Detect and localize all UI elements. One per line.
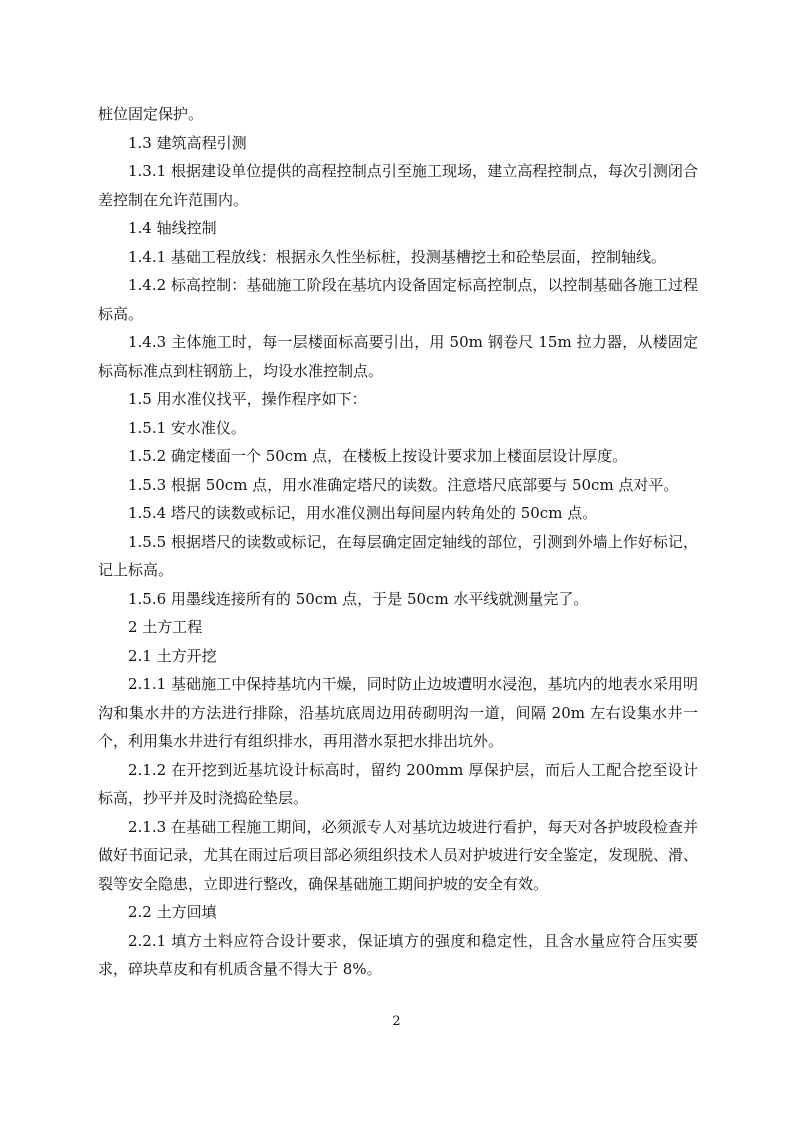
paragraph-1-5-4: 1.5.4 塔尺的读数或标记，用水准仪测出每间屋内转角处的 50cm 点。 — [128, 504, 598, 522]
paragraph-2-1-3: 2.1.3 在基础工程施工期间，必须派专人对基坑边坡进行看护，每天对各护坡段检查并做好书面记录，尤其在雨过后项目部必须组织技术人员对护坡进行安全鉴定，发现脱、滑、裂等安全隐患，立即进行整改，确保基础施工期间护坡的安全有效。 — [98, 817, 699, 893]
paragraph-2-2-1: 2.2.1 填方土料应符合设计要求，保证填方的强度和稳定性，且含水量应符合压实要求，碎块草皮和有机质含量不得大于 8%。 — [98, 931, 698, 978]
paragraph-1-4-2: 1.4.2 标高控制：基础施工阶段在基坑内设备固定标高控制点，以控制基础各施工过程标高。 — [98, 276, 698, 323]
paragraph-1-5-2: 1.5.2 确定楼面一个 50cm 点，在楼板上按设计要求加上楼面层设计厚度。 — [128, 447, 628, 465]
paragraph-1-5-1: 1.5.1 安水准仪。 — [128, 418, 246, 437]
heading-1-3: 1.3 建筑高程引测 — [128, 133, 247, 152]
heading-1-5: 1.5 用水准仪找平，操作程序如下： — [128, 390, 367, 408]
paragraph-1-5-6: 1.5.6 用墨线连接所有的 50cm 点，于是 50cm 水平线就测量完了。 — [128, 589, 589, 608]
paragraph-1-5-3: 1.5.3 根据 50cm 点，用水准确定塔尺的读数。注意塔尺底部要与 50cm 点对平。 — [128, 475, 679, 494]
paragraph-1-4-3: 1.4.3 主体施工时，每一层楼面标高要引出，用 50m 钢卷尺 15m 拉力器，从楼固定标高标准点到柱钢筋上，均设水准控制点。 — [98, 333, 698, 380]
heading-2-2: 2.2 土方回填 — [128, 903, 217, 921]
paragraph-continuation: 桩位固定保护。 — [98, 105, 204, 123]
paragraph-2-1-2: 2.1.2 在开挖到近基坑设计标高时，留约 200mm 厚保护层，而后人工配合挖至设计标高，抄平并及时浇捣砼垫层。 — [98, 760, 698, 807]
heading-1-4: 1.4 轴线控制 — [128, 219, 217, 237]
paragraph-1-4-1: 1.4.1 基础工程放线：根据永久性坐标桩，投测基槽挖土和砼垫层面，控制轴线。 — [128, 247, 666, 266]
page-number: 2 — [392, 1014, 401, 1029]
heading-2: 2 土方工程 — [128, 618, 203, 636]
paragraph-1-3-1: 1.3.1 根据建设单位提供的高程控制点引至施工现场，建立高程控制点，每次引测闭合差控制在允许范围内。 — [98, 162, 698, 209]
heading-2-1: 2.1 土方开挖 — [128, 646, 217, 665]
document-body — [98, 100, 698, 984]
paragraph-1-5-5: 1.5.5 根据塔尺的读数或标记，在每层确定固定轴线的部位，引测到外墙上作好标记，记上标高。 — [98, 532, 698, 579]
paragraph-2-1-1: 2.1.1 基础施工中保持基坑内干燥，同时防止边坡遭明水浸泡，基坑内的地表水采用明沟和集水井的方法进行排除，沿基坑底周边用砖砌明沟一道，间隔 20m 左右设集水井一个，利用集水井进行有组织排水，再用潜水泵把水排出坑外。 — [98, 675, 698, 750]
